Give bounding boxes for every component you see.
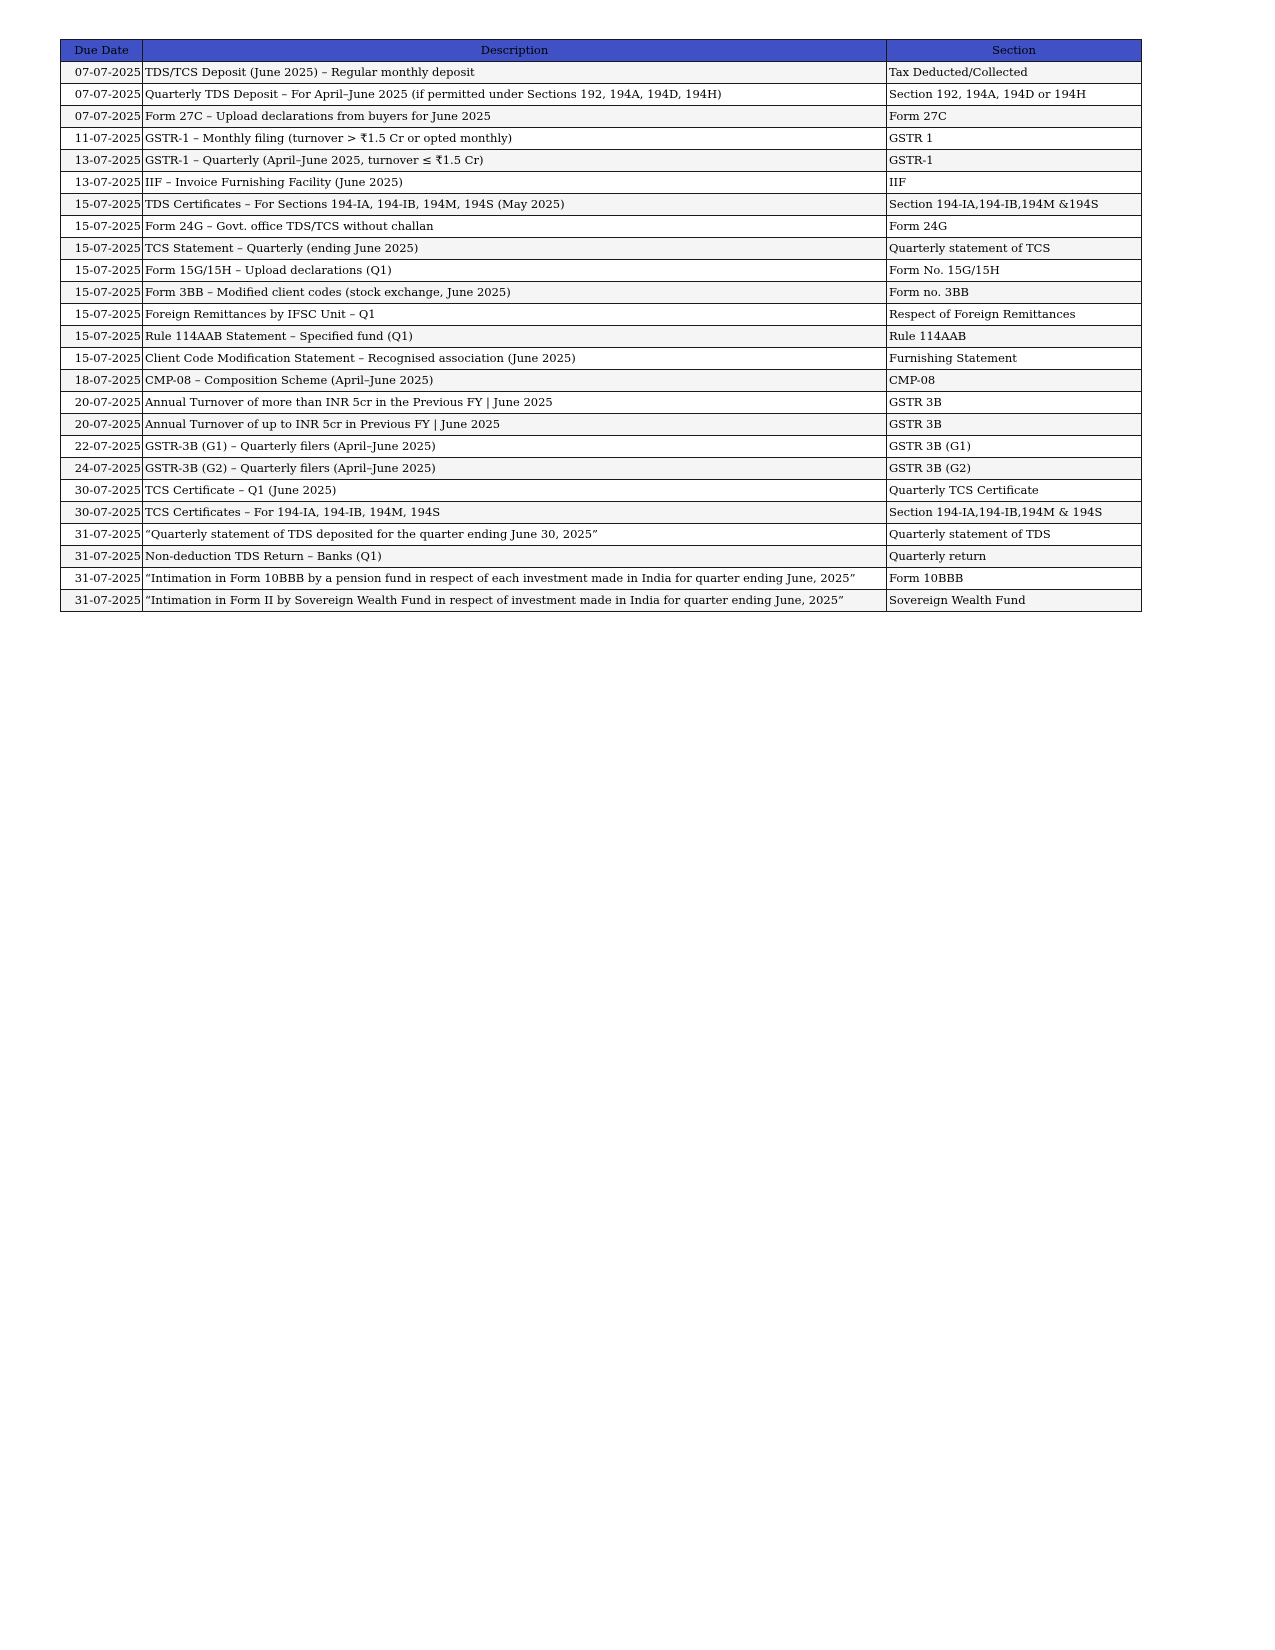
- due-date-cell: 15-07-2025: [61, 348, 143, 370]
- due-date-cell: 31-07-2025: [61, 590, 143, 612]
- table-body: [61, 62, 1142, 612]
- section-cell: Quarterly return: [887, 546, 1142, 568]
- due-date-cell: 11-07-2025: [61, 128, 143, 150]
- due-date-cell: 15-07-2025: [61, 238, 143, 260]
- due-date-cell: 20-07-2025: [61, 414, 143, 436]
- due-date-cell: 30-07-2025: [61, 480, 143, 502]
- table-row: [61, 260, 1142, 282]
- section-cell: GSTR 1: [887, 128, 1142, 150]
- section-cell: Furnishing Statement: [887, 348, 1142, 370]
- section-cell: Sovereign Wealth Fund: [887, 590, 1142, 612]
- table-row: [61, 546, 1142, 568]
- table-row: [61, 62, 1142, 84]
- description-cell: Form 15G/15H – Upload declarations (Q1): [143, 260, 887, 282]
- description-cell: Non-deduction TDS Return – Banks (Q1): [143, 546, 887, 568]
- section-cell: Form no. 3BB: [887, 282, 1142, 304]
- description-cell: CMP-08 – Composition Scheme (April–June 2025): [143, 370, 887, 392]
- due-date-cell: 18-07-2025: [61, 370, 143, 392]
- due-date-cell: 15-07-2025: [61, 326, 143, 348]
- due-date-cell: 13-07-2025: [61, 172, 143, 194]
- due-date-cell: 30-07-2025: [61, 502, 143, 524]
- section-cell: Quarterly statement of TDS: [887, 524, 1142, 546]
- table-row: [61, 524, 1142, 546]
- description-cell: GSTR-1 – Monthly filing (turnover > ₹1.5 Cr or opted monthly): [143, 128, 887, 150]
- table-row: [61, 106, 1142, 128]
- description-cell: GSTR-3B (G1) – Quarterly filers (April–June 2025): [143, 436, 887, 458]
- due-date-cell: 15-07-2025: [61, 194, 143, 216]
- due-date-cell: 22-07-2025: [61, 436, 143, 458]
- table-row: [61, 282, 1142, 304]
- section-cell: Form 27C: [887, 106, 1142, 128]
- table-row: [61, 458, 1142, 480]
- description-cell: Foreign Remittances by IFSC Unit – Q1: [143, 304, 887, 326]
- section-cell: Rule 114AAB: [887, 326, 1142, 348]
- table-row: [61, 502, 1142, 524]
- description-cell: “Quarterly statement of TDS deposited for the quarter ending June 30, 2025”: [143, 524, 887, 546]
- header-row: [61, 40, 1142, 62]
- table-row: [61, 216, 1142, 238]
- description-cell: TCS Statement – Quarterly (ending June 2025): [143, 238, 887, 260]
- due-date-cell: 07-07-2025: [61, 62, 143, 84]
- description-cell: “Intimation in Form 10BBB by a pension fund in respect of each investment made in India for quarter ending June, 2025”: [143, 568, 887, 590]
- table-row: [61, 568, 1142, 590]
- table-row: [61, 194, 1142, 216]
- description-cell: Annual Turnover of up to INR 5cr in Previous FY | June 2025: [143, 414, 887, 436]
- description-cell: Form 27C – Upload declarations from buyers for June 2025: [143, 106, 887, 128]
- section-cell: Respect of Foreign Remittances: [887, 304, 1142, 326]
- description-cell: “Intimation in Form II by Sovereign Wealth Fund in respect of investment made in India for quarter ending June, 2025”: [143, 590, 887, 612]
- due-date-cell: 15-07-2025: [61, 216, 143, 238]
- section-cell: CMP-08: [887, 370, 1142, 392]
- due-date-cell: 31-07-2025: [61, 568, 143, 590]
- table-header: [61, 40, 1142, 62]
- section-cell: Section 194-IA,194-IB,194M & 194S: [887, 502, 1142, 524]
- description-cell: GSTR-3B (G2) – Quarterly filers (April–June 2025): [143, 458, 887, 480]
- description-cell: TCS Certificate – Q1 (June 2025): [143, 480, 887, 502]
- due-date-cell: 24-07-2025: [61, 458, 143, 480]
- section-cell: Form No. 15G/15H: [887, 260, 1142, 282]
- description-cell: TDS/TCS Deposit (June 2025) – Regular monthly deposit: [143, 62, 887, 84]
- section-cell: GSTR 3B: [887, 414, 1142, 436]
- column-header-description: Description: [143, 40, 887, 62]
- section-cell: Section 192, 194A, 194D or 194H: [887, 84, 1142, 106]
- description-cell: TCS Certificates – For 194-IA, 194-IB, 194M, 194S: [143, 502, 887, 524]
- description-cell: Form 3BB – Modified client codes (stock exchange, June 2025): [143, 282, 887, 304]
- table-row: [61, 326, 1142, 348]
- table-row: [61, 436, 1142, 458]
- table-row: [61, 304, 1142, 326]
- due-date-cell: 07-07-2025: [61, 106, 143, 128]
- column-header-section: Section: [887, 40, 1142, 62]
- due-date-cell: 20-07-2025: [61, 392, 143, 414]
- table-row: [61, 172, 1142, 194]
- description-cell: Client Code Modification Statement – Recognised association (June 2025): [143, 348, 887, 370]
- description-cell: Form 24G – Govt. office TDS/TCS without challan: [143, 216, 887, 238]
- description-cell: IIF – Invoice Furnishing Facility (June 2025): [143, 172, 887, 194]
- due-date-cell: 15-07-2025: [61, 260, 143, 282]
- due-date-table: [60, 39, 1142, 612]
- section-cell: Tax Deducted/Collected: [887, 62, 1142, 84]
- description-cell: Rule 114AAB Statement – Specified fund (Q1): [143, 326, 887, 348]
- table-row: [61, 370, 1142, 392]
- table-row: [61, 590, 1142, 612]
- table-row: [61, 128, 1142, 150]
- section-cell: IIF: [887, 172, 1142, 194]
- description-cell: TDS Certificates – For Sections 194-IA, 194-IB, 194M, 194S (May 2025): [143, 194, 887, 216]
- due-date-cell: 31-07-2025: [61, 524, 143, 546]
- section-cell: GSTR-1: [887, 150, 1142, 172]
- section-cell: GSTR 3B: [887, 392, 1142, 414]
- section-cell: Quarterly TCS Certificate: [887, 480, 1142, 502]
- table-row: [61, 414, 1142, 436]
- table-row: [61, 392, 1142, 414]
- table-row: [61, 480, 1142, 502]
- section-cell: GSTR 3B (G1): [887, 436, 1142, 458]
- description-cell: Quarterly TDS Deposit – For April–June 2025 (if permitted under Sections 192, 194A, 194D, 194H): [143, 84, 887, 106]
- section-cell: Form 24G: [887, 216, 1142, 238]
- column-header-due-date: Due Date: [61, 40, 143, 62]
- description-cell: GSTR-1 – Quarterly (April–June 2025, turnover ≤ ₹1.5 Cr): [143, 150, 887, 172]
- due-date-cell: 13-07-2025: [61, 150, 143, 172]
- section-cell: Section 194-IA,194-IB,194M &194S: [887, 194, 1142, 216]
- due-date-cell: 15-07-2025: [61, 304, 143, 326]
- due-date-cell: 07-07-2025: [61, 84, 143, 106]
- section-cell: GSTR 3B (G2): [887, 458, 1142, 480]
- due-date-cell: 15-07-2025: [61, 282, 143, 304]
- section-cell: Quarterly statement of TCS: [887, 238, 1142, 260]
- table-row: [61, 238, 1142, 260]
- section-cell: Form 10BBB: [887, 568, 1142, 590]
- table-row: [61, 348, 1142, 370]
- table-row: [61, 84, 1142, 106]
- table-row: [61, 150, 1142, 172]
- description-cell: Annual Turnover of more than INR 5cr in the Previous FY | June 2025: [143, 392, 887, 414]
- due-date-cell: 31-07-2025: [61, 546, 143, 568]
